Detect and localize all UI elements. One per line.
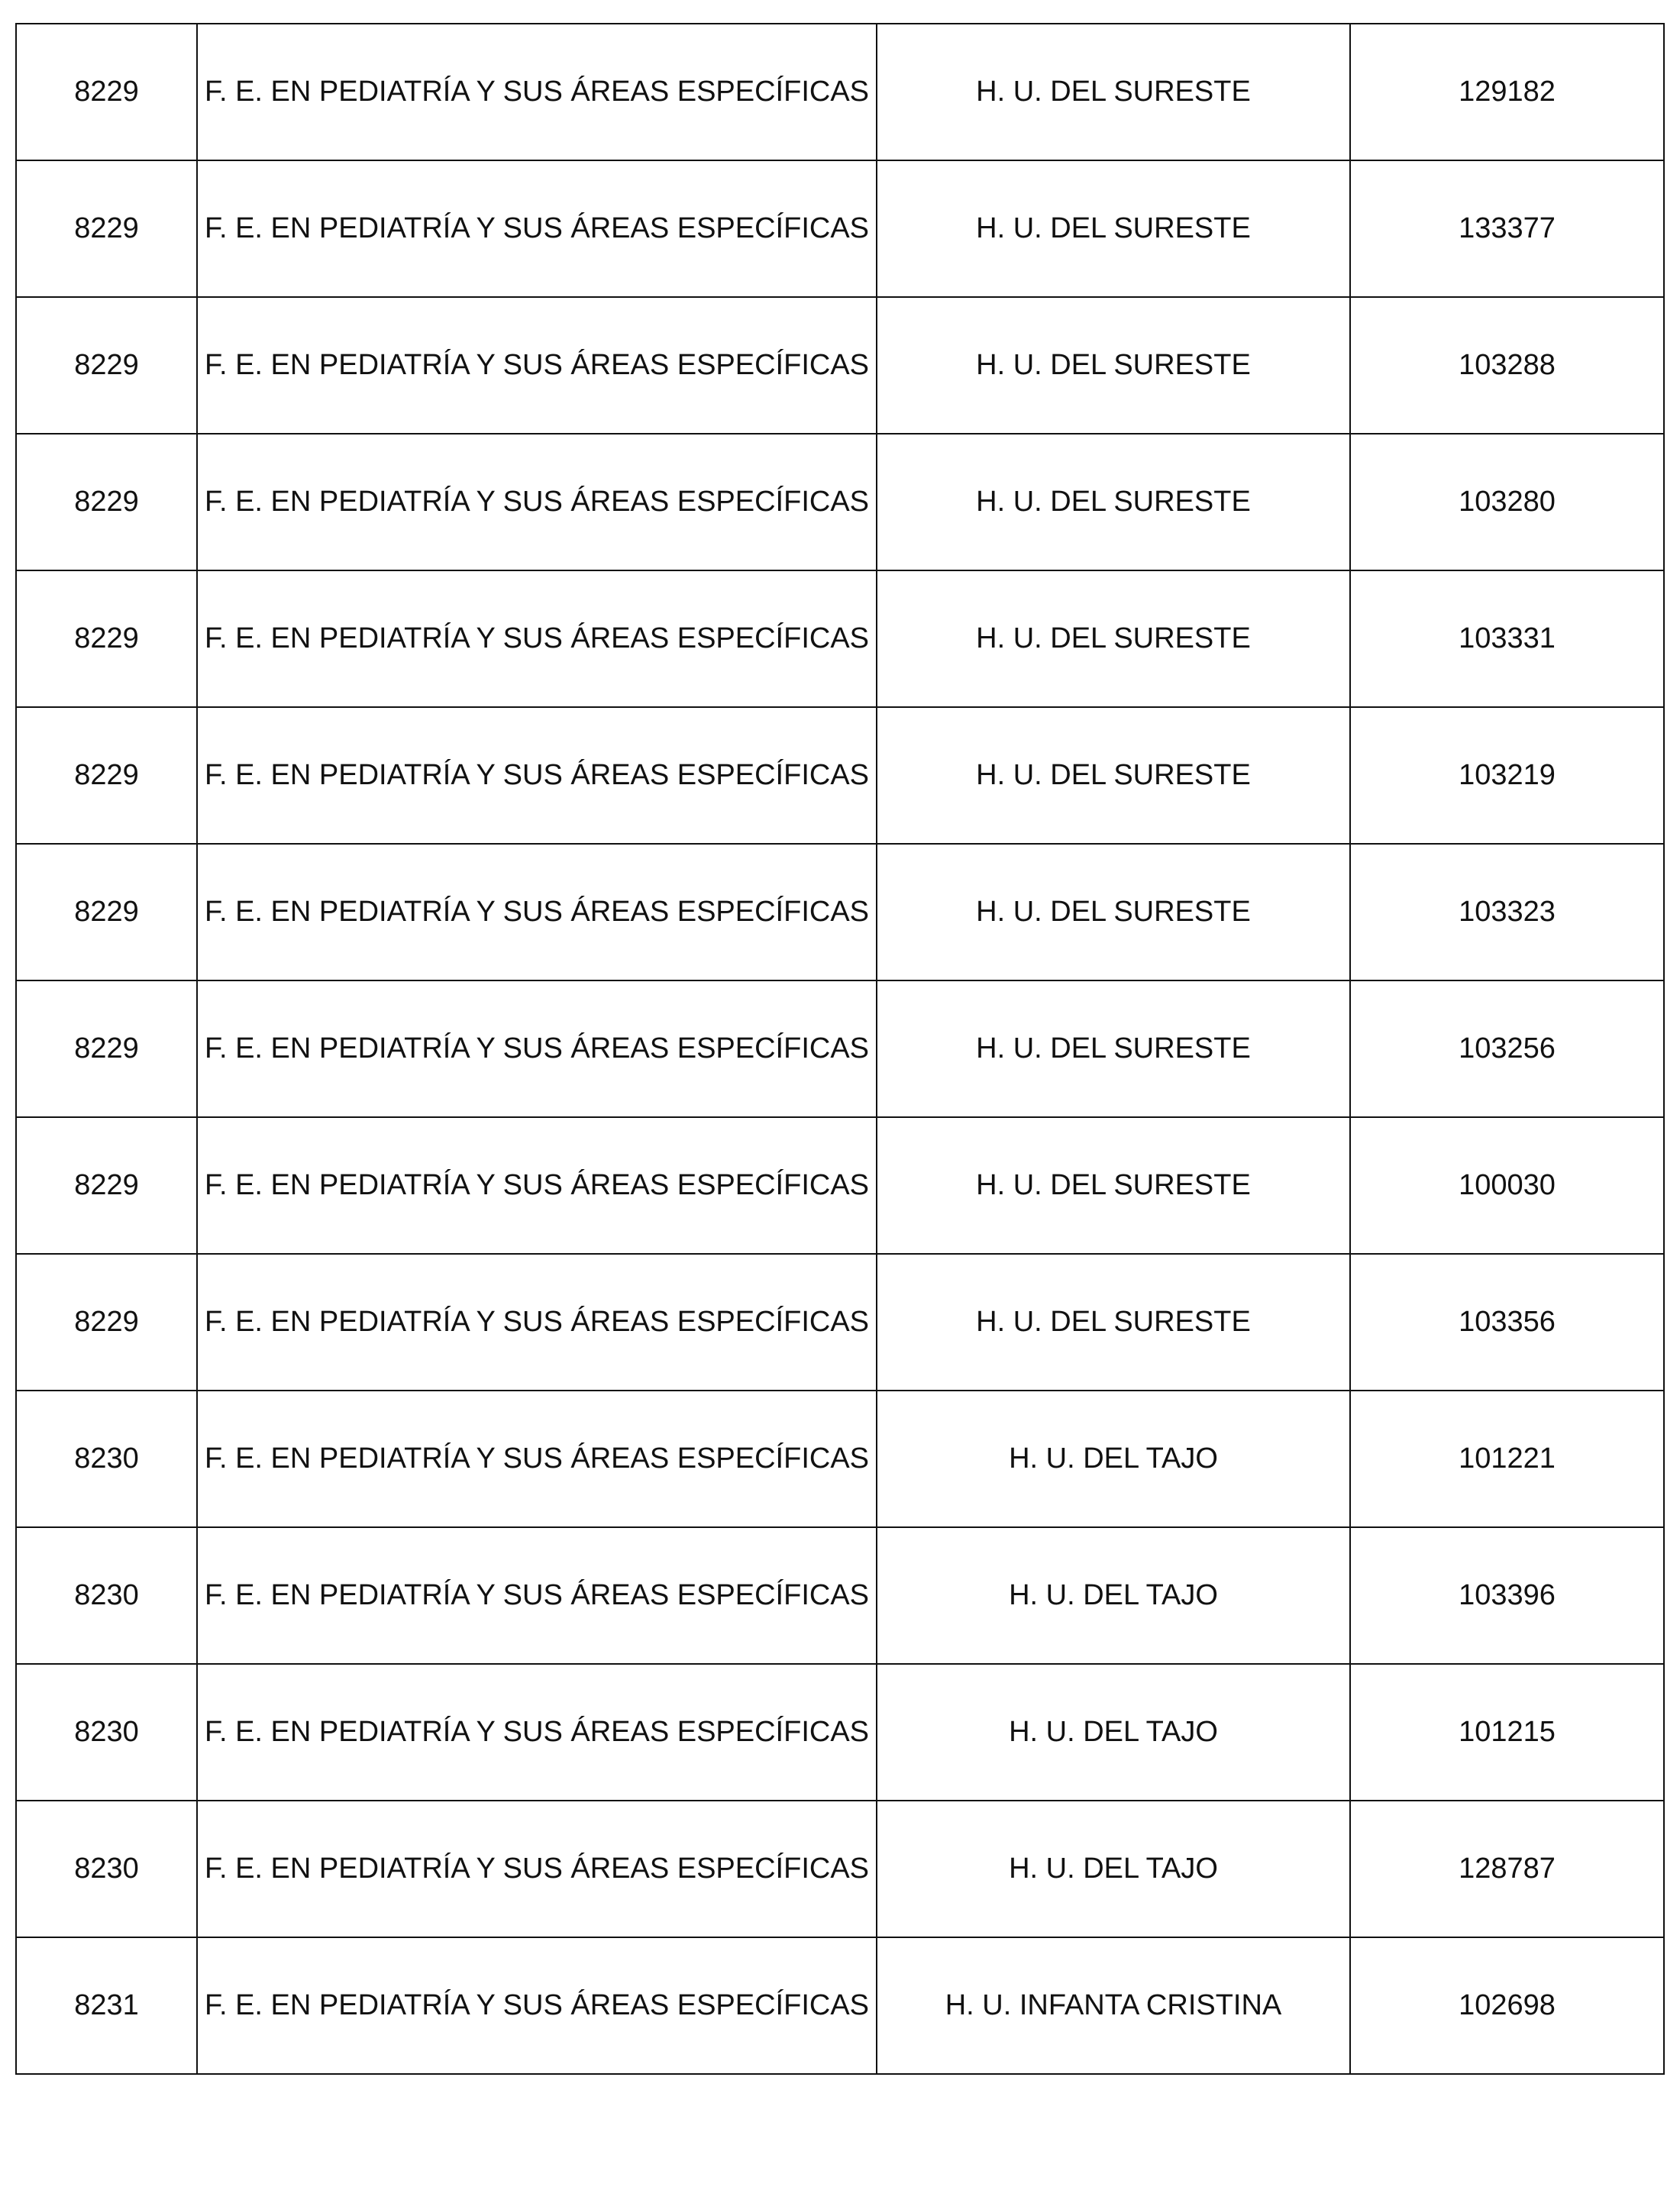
table-row [16, 1801, 1664, 1937]
table-row [16, 297, 1664, 434]
specialty-cell: F. E. EN PEDIATRÍA Y SUS ÁREAS ESPECÍFICAS [197, 24, 877, 160]
code-cell: 8229 [16, 980, 197, 1117]
code-cell: 8229 [16, 844, 197, 980]
code-cell: 8229 [16, 707, 197, 844]
table-row [16, 1391, 1664, 1527]
code-cell: 8231 [16, 1937, 197, 2074]
id-cell: 133377 [1350, 160, 1664, 297]
specialty-cell: F. E. EN PEDIATRÍA Y SUS ÁREAS ESPECÍFICAS [197, 1117, 877, 1254]
specialty-cell: F. E. EN PEDIATRÍA Y SUS ÁREAS ESPECÍFICAS [197, 570, 877, 707]
code-cell: 8229 [16, 160, 197, 297]
code-cell: 8230 [16, 1801, 197, 1937]
table-row [16, 1937, 1664, 2074]
code-cell: 8229 [16, 570, 197, 707]
specialty-cell: F. E. EN PEDIATRÍA Y SUS ÁREAS ESPECÍFICAS [197, 1254, 877, 1391]
code-cell: 8229 [16, 297, 197, 434]
code-cell: 8229 [16, 1254, 197, 1391]
table-body [16, 24, 1664, 2074]
id-cell: 128787 [1350, 1801, 1664, 1937]
table-row [16, 1664, 1664, 1801]
code-cell: 8230 [16, 1391, 197, 1527]
table-row [16, 1527, 1664, 1664]
specialty-cell: F. E. EN PEDIATRÍA Y SUS ÁREAS ESPECÍFICAS [197, 434, 877, 570]
specialty-cell: F. E. EN PEDIATRÍA Y SUS ÁREAS ESPECÍFICAS [197, 1527, 877, 1664]
id-cell: 103323 [1350, 844, 1664, 980]
specialty-cell: F. E. EN PEDIATRÍA Y SUS ÁREAS ESPECÍFICAS [197, 1391, 877, 1527]
table-row [16, 570, 1664, 707]
hospital-cell: H. U. DEL SURESTE [877, 570, 1350, 707]
id-cell: 103288 [1350, 297, 1664, 434]
id-cell: 102698 [1350, 1937, 1664, 2074]
hospital-cell: H. U. DEL SURESTE [877, 434, 1350, 570]
table-row [16, 1117, 1664, 1254]
code-cell: 8229 [16, 434, 197, 570]
table-row [16, 707, 1664, 844]
hospital-cell: H. U. DEL SURESTE [877, 1117, 1350, 1254]
hospital-cell: H. U. DEL TAJO [877, 1527, 1350, 1664]
table-row [16, 844, 1664, 980]
hospital-cell: H. U. DEL TAJO [877, 1801, 1350, 1937]
id-cell: 101221 [1350, 1391, 1664, 1527]
specialty-cell: F. E. EN PEDIATRÍA Y SUS ÁREAS ESPECÍFICAS [197, 707, 877, 844]
specialty-cell: F. E. EN PEDIATRÍA Y SUS ÁREAS ESPECÍFICAS [197, 1664, 877, 1801]
table-row [16, 24, 1664, 160]
id-cell: 103356 [1350, 1254, 1664, 1391]
hospital-cell: H. U. DEL TAJO [877, 1391, 1350, 1527]
code-cell: 8230 [16, 1664, 197, 1801]
table-row [16, 1254, 1664, 1391]
table-row [16, 160, 1664, 297]
table-row [16, 434, 1664, 570]
specialty-cell: F. E. EN PEDIATRÍA Y SUS ÁREAS ESPECÍFICAS [197, 1801, 877, 1937]
code-cell: 8229 [16, 24, 197, 160]
id-cell: 101215 [1350, 1664, 1664, 1801]
id-cell: 129182 [1350, 24, 1664, 160]
hospital-cell: H. U. INFANTA CRISTINA [877, 1937, 1350, 2074]
code-cell: 8229 [16, 1117, 197, 1254]
id-cell: 103219 [1350, 707, 1664, 844]
id-cell: 100030 [1350, 1117, 1664, 1254]
hospital-cell: H. U. DEL SURESTE [877, 160, 1350, 297]
specialty-cell: F. E. EN PEDIATRÍA Y SUS ÁREAS ESPECÍFICAS [197, 1937, 877, 2074]
hospital-cell: H. U. DEL TAJO [877, 1664, 1350, 1801]
hospital-cell: H. U. DEL SURESTE [877, 24, 1350, 160]
specialty-cell: F. E. EN PEDIATRÍA Y SUS ÁREAS ESPECÍFICAS [197, 297, 877, 434]
id-cell: 103331 [1350, 570, 1664, 707]
id-cell: 103280 [1350, 434, 1664, 570]
specialty-cell: F. E. EN PEDIATRÍA Y SUS ÁREAS ESPECÍFICAS [197, 160, 877, 297]
hospital-cell: H. U. DEL SURESTE [877, 844, 1350, 980]
hospital-cell: H. U. DEL SURESTE [877, 297, 1350, 434]
data-table [15, 23, 1665, 2075]
specialty-cell: F. E. EN PEDIATRÍA Y SUS ÁREAS ESPECÍFICAS [197, 980, 877, 1117]
hospital-cell: H. U. DEL SURESTE [877, 1254, 1350, 1391]
id-cell: 103396 [1350, 1527, 1664, 1664]
specialty-cell: F. E. EN PEDIATRÍA Y SUS ÁREAS ESPECÍFICAS [197, 844, 877, 980]
hospital-cell: H. U. DEL SURESTE [877, 980, 1350, 1117]
hospital-cell: H. U. DEL SURESTE [877, 707, 1350, 844]
code-cell: 8230 [16, 1527, 197, 1664]
table-row [16, 980, 1664, 1117]
id-cell: 103256 [1350, 980, 1664, 1117]
